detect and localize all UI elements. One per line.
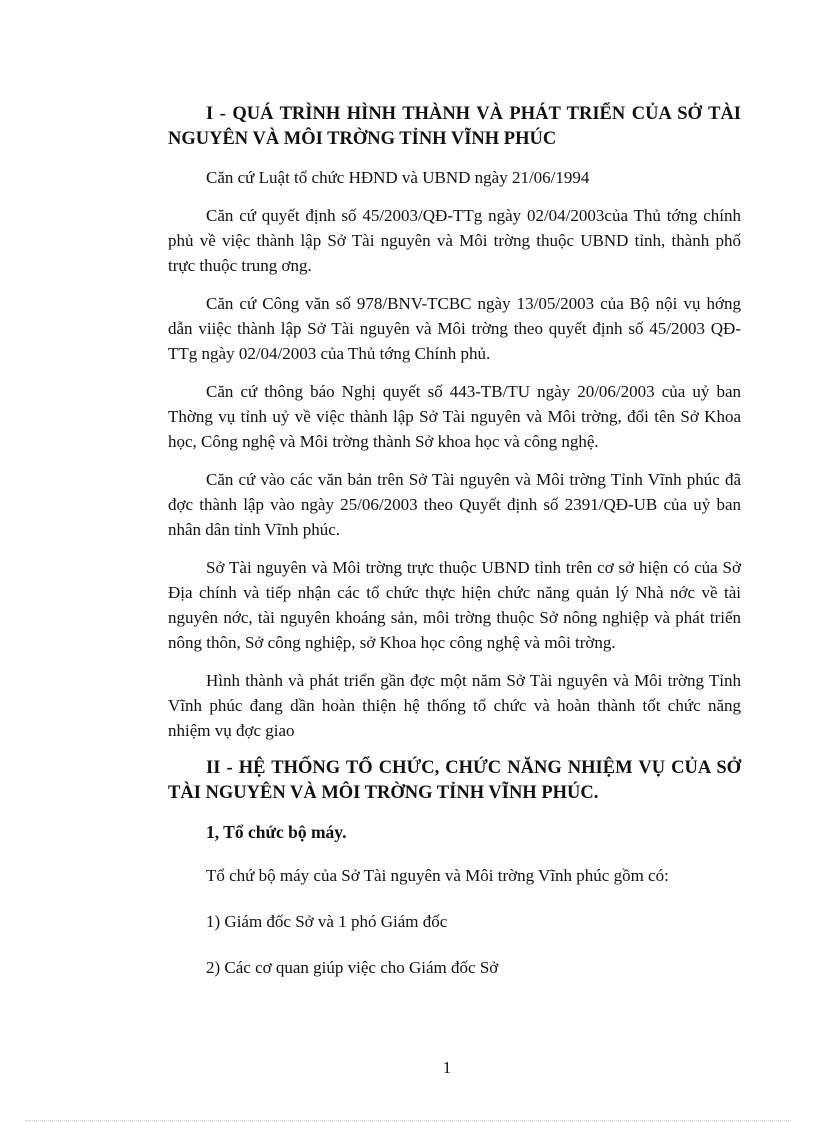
paragraph-establishment: Căn cứ vào các văn bản trên Sở Tài nguyên và Môi trờng Tỉnh Vĩnh phúc đã đợc thành lập vào ngày 25/06/2003 theo Quyết định số 2391/QĐ-UB của uỷ ban nhân dân tỉnh Vĩnh phúc. [168, 470, 741, 539]
paragraph-legal-basis-3: Căn cứ Công văn số 978/BNV-TCBC ngày 13/05/2003 của Bộ nội vụ hớng dẫn viiệc thành lập Sở Tài nguyên và Môi trờng theo quyết định số 45/2003 QĐ-TTg ngày 02/04/2003 của Thủ tớng Chính phủ. [168, 294, 741, 363]
paragraph-development: Hình thành và phát triển gần đợc một năm Sở Tài nguyên và Môi trờng Tỉnh Vĩnh phúc đang dần hoàn thiện hệ thống tổ chức và hoàn thành tốt chức năng nhiệm vụ đợc giao [168, 671, 741, 740]
paragraph-legal-basis-2: Căn cứ quyết định số 45/2003/QĐ-TTg ngày 02/04/2003của Thủ tớng chính phủ về việc thành lập Sở Tài nguyên và Môi trờng thuộc UBND tỉnh, thành phố trực thuộc trung ơng. [168, 206, 741, 275]
page-bottom-divider [25, 1120, 791, 1121]
document-body [168, 102, 741, 980]
paragraph-legal-basis-1: Căn cứ Luật tổ chức HĐND và UBND ngày 21/06/1994 [206, 168, 590, 187]
list-item: 2) Các cơ quan giúp việc cho Giám đốc Sở [206, 958, 499, 977]
page-number: 1 [442, 1058, 452, 1077]
paragraph-structure-origin: Sở Tài nguyên và Môi trờng trực thuộc UBND tỉnh trên cơ sở hiện có của Sở Địa chính và tiếp nhận các tổ chức thực hiện chức năng quản lý Nhà nớc về tài nguyên nớc, tài nguyên khoáng sản, môi trờng thuộc Sở nông nghiệp và phát triển nông thôn, Sở công nghiệp, sở Khoa học công nghệ và môi trờng. [168, 558, 741, 652]
subsection-heading: 1, Tổ chức bộ máy. [206, 822, 347, 842]
list-item: 1) Giám đốc Sở và 1 phó Giám đốc [206, 912, 448, 931]
organization-intro: Tổ chứ bộ máy của Sở Tài nguyên và Môi trờng Vĩnh phúc gồm có: [206, 866, 669, 885]
paragraph-legal-basis-4: Căn cứ thông báo Nghị quyết số 443-TB/TU ngày 20/06/2003 của uỷ ban Thờng vụ tỉnh uỷ về việc thành lập Sở Tài nguyên và Môi trờng, đổi tên Sở Khoa học, Công nghệ và Môi trờng thành Sở khoa học và công nghệ. [168, 382, 741, 451]
section-2-heading: II - HỆ THỐNG TỔ CHỨC, CHỨC NĂNG NHIỆM VỤ CỦA SỞ TÀI NGUYÊN VÀ MÔI TRỜNG TỈNH VĨNH PHÚC. [168, 758, 741, 803]
section-1-heading: I - QUÁ TRÌNH HÌNH THÀNH VÀ PHÁT TRIỂN CỦA SỞ TÀI NGUYÊN VÀ MÔI TRỜNG TỈNH VĨNH PHÚC [168, 104, 741, 149]
